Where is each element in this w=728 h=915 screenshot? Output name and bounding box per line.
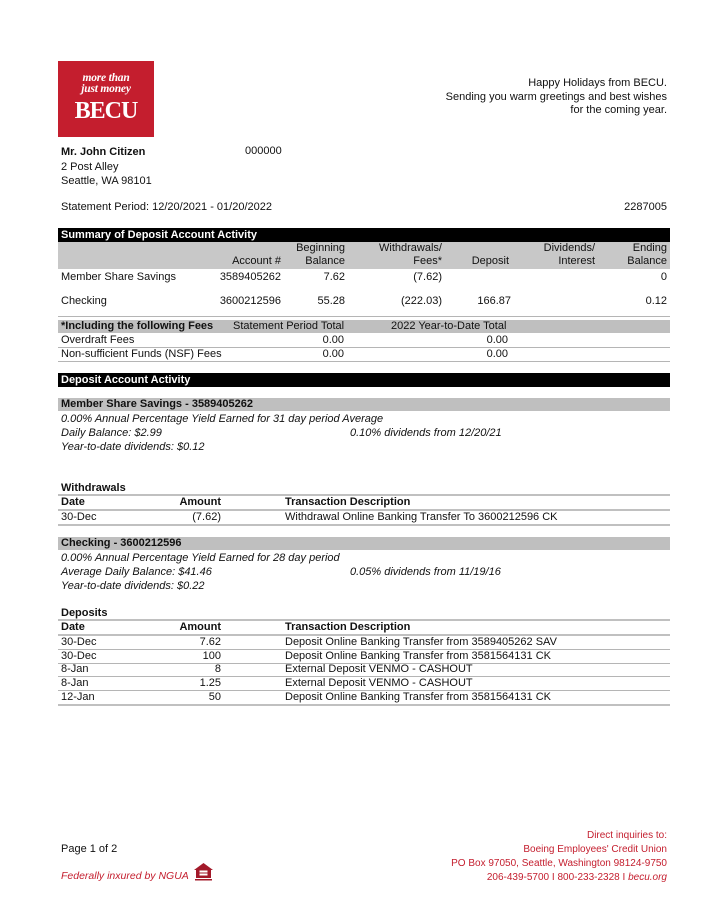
col-account: Account # [232, 255, 281, 267]
page-number: Page 1 of 2 [61, 843, 118, 855]
contact-info: Direct inquiries to: Boeing Employees' Credit Union PO Box 97050, Seattle, Washington 98124-9750 206-439-5700 I 800-233-2328 I becu.org [451, 830, 667, 883]
summary-row-checking: Checking 3600212596 55.28 (222.03) 166.87 0.12 [61, 295, 667, 307]
address-line-1: 2 Post Alley [61, 160, 119, 173]
deposit-row: 8-Jan 1.25 External Deposit VENMO - CASHOUT [61, 677, 473, 689]
savings-balance: Daily Balance: $2.99 [61, 427, 162, 439]
deposit-row: 30-Dec 100 Deposit Online Banking Transfer from 3581564131 CK [61, 650, 551, 662]
deposits-title: Deposits [61, 607, 108, 619]
member-name: Mr. John Citizen [61, 146, 146, 158]
becu-logo [58, 61, 154, 137]
withdrawal-row: 30-Dec (7.62) Withdrawal Online Banking Transfer To 3600212596 CK [61, 511, 558, 523]
fees-row-overdraft: Overdraft Fees 0.00 0.00 [61, 334, 508, 346]
divider [58, 524, 670, 526]
checking-account-header: Checking - 3600212596 [58, 537, 670, 550]
savings-ytd-dividends: Year-to-date dividends: $0.12 [61, 441, 205, 453]
checking-apy: 0.00% Annual Percentage Yield Earned for 28 day period [61, 552, 340, 564]
member-address [61, 145, 152, 189]
address-line-2: Seattle, WA 98101 [61, 175, 152, 187]
statement-period: Statement Period: 12/20/2021 - 01/20/2022 [61, 201, 272, 213]
divider [58, 704, 670, 706]
col-deposit: Deposit [471, 255, 509, 267]
checking-ytd-dividends: Year-to-date dividends: $0.22 [61, 580, 205, 592]
holiday-greeting: Happy Holidays from BECU. Sending you warm greetings and best wishes for the coming year. [445, 77, 667, 116]
checking-balance: Average Daily Balance: $41.46 [61, 566, 212, 578]
statement-number: 2287005 [624, 201, 667, 213]
divider [58, 361, 670, 362]
summary-row-savings: Member Share Savings 3589405262 7.62 (7.62) 0 [61, 271, 667, 283]
logo-tagline: more than just money [81, 72, 131, 95]
checking-dividend-rate: 0.05% dividends from 11/19/16 [350, 566, 501, 578]
contact-phones: 206-439-5700 I 800-233-2328 I becu.org [486, 872, 667, 883]
col-ending-balance: Ending Balance [627, 242, 667, 267]
equal-housing-icon [193, 862, 214, 882]
deposit-row: 30-Dec 7.62 Deposit Online Banking Transfer from 3589405262 SAV [61, 636, 557, 648]
activity-title-bar: Deposit Account Activity [58, 373, 670, 387]
col-dividends-interest: Dividends/ Interest [543, 242, 595, 267]
col-withdrawals-fees: Withdrawals/ Fees* [379, 242, 442, 267]
withdrawals-header-row: Date Amount Transaction Description [61, 496, 411, 508]
insurance-notice: Federally inxured by NGUA [61, 870, 189, 882]
divider [58, 316, 670, 317]
savings-account-header: Member Share Savings - 3589405262 [58, 398, 670, 411]
member-code: 000000 [245, 145, 282, 157]
savings-apy: 0.00% Annual Percentage Yield Earned for 31 day period Average [61, 413, 384, 425]
website-link[interactable]: becu.org [628, 872, 667, 883]
col-beginning-balance: Beginning Balance [296, 242, 345, 267]
deposits-header-row: Date Amount Transaction Description [61, 621, 411, 633]
fees-row-nsf: Non-sufficient Funds (NSF) Fees 0.00 0.00 [61, 348, 508, 360]
deposit-row: 8-Jan 8 External Deposit VENMO - CASHOUT [61, 663, 473, 675]
fees-header-row: *Including the following Fees Statement Period Total 2022 Year-to-Date Total [58, 320, 670, 333]
summary-title-bar: Summary of Deposit Account Activity [58, 228, 670, 242]
logo-brand: BECU [74, 98, 138, 124]
summary-header-row [58, 242, 670, 269]
deposit-row: 12-Jan 50 Deposit Online Banking Transfer from 3581564131 CK [61, 691, 551, 703]
withdrawals-title: Withdrawals [61, 482, 126, 494]
savings-dividend-rate: 0.10% dividends from 12/20/21 [350, 427, 502, 439]
